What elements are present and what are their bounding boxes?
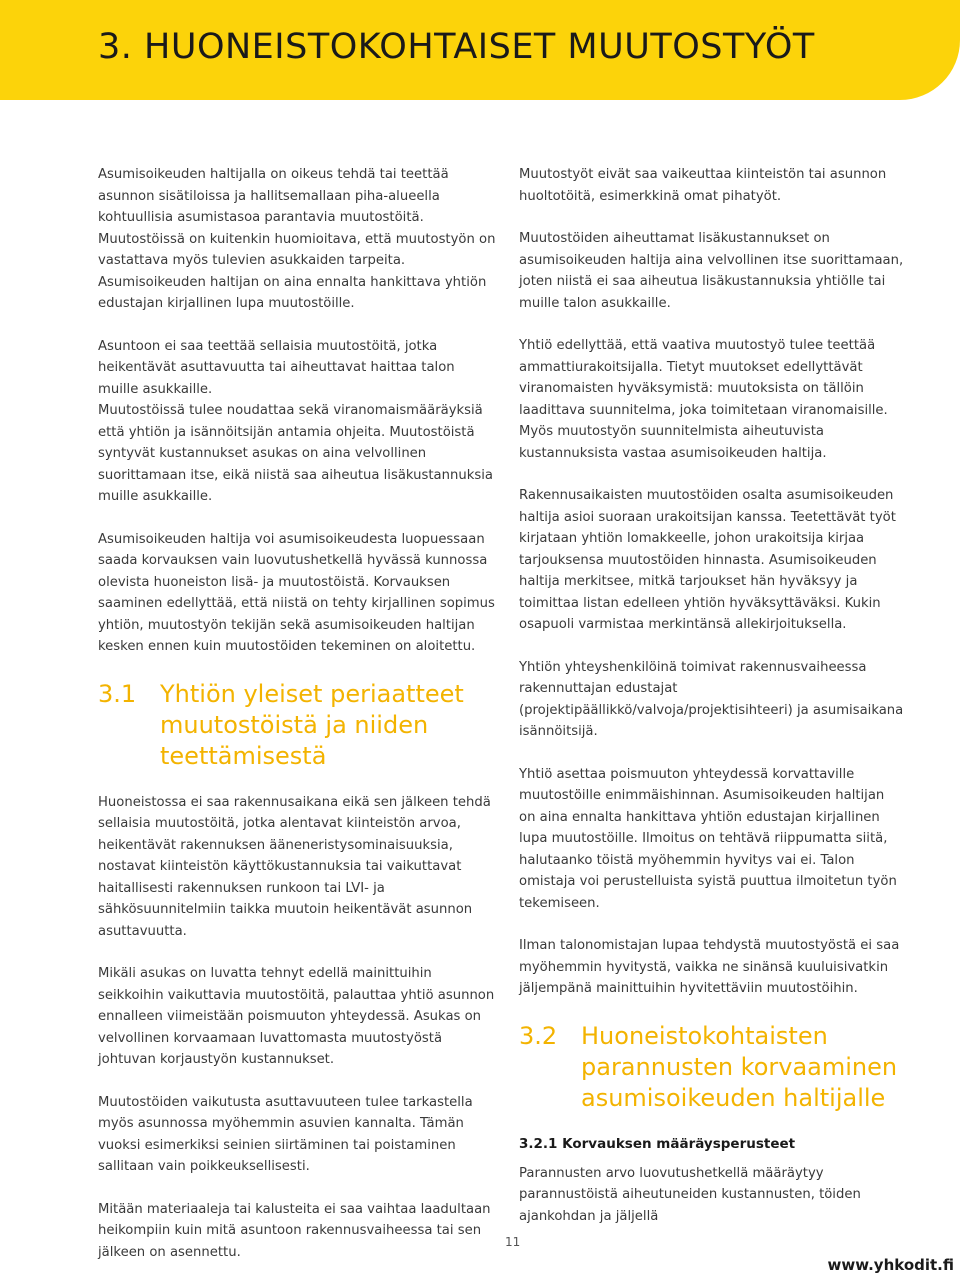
right-paragraph-6: Yhtiön yhteyshenkilöinä toimivat rakennusvaiheessa rakennuttajan edustajat (projektipäällikkö/valvoja/projektisihteeri) ja asumisaikana isännöitsijä. — [519, 659, 904, 739]
right-paragraph-3: Yhtiö edellyttää, että vaativa muutostyö tulee teettää ammattiurakoitsijalla. Tietyt muutokset edellyttävät viranomaisten hyväksymistä: muutoksista on tällöin laadittava suunnitelma, joka toimitetaan viranomaisille. — [519, 338, 888, 418]
section-title: Huoneistokohtaisten parannusten korvaaminen asumisoikeuden haltijalle — [581, 1021, 898, 1112]
right-paragraph-4: Myös muutostyön suunnitelmista aiheutuvista kustannuksista vastaa asumisoikeuden haltija. — [519, 424, 827, 461]
page-number: 11 — [505, 1235, 521, 1249]
right-paragraph-8: Ilman talonomistajan lupaa tehdystä muutostyöstä ei saa myöhemmin hyvitystä, vaikka ne sinänsä kuuluisivatkin jäljempänä mainittuihin hyvitettäviin muutostöihin. — [519, 938, 900, 996]
subsection-heading: 3.2.1 Korvauksen määräysperusteet — [519, 1135, 796, 1152]
section-number: 3.2 — [519, 1021, 558, 1050]
right-paragraph-1: Muutostyöt eivät saa vaikeuttaa kiinteistön tai asunnon huoltotöitä, esimerkkinä omat pihatyöt. — [519, 167, 887, 204]
right-paragraph-5: Rakennusaikaisten muutostöiden osalta asumisoikeuden haltija asioi suoraan urakoitsijan kanssa. Teetettävät työt kirjataan yhtiön lomakkeelle, johon urakoitsija kirjaa tarjouksensa muutostöiden hinnasta. Asumisoikeuden haltija merkitsee, mitkä tarjoukset hän hyväksyy ja toimittaa listan edelleen yhtiön hyväksyttäväksi. Kukin osapuoli varmistaa merkintänsä allekirjoituksella. — [519, 488, 896, 632]
left-paragraph-2: Asuntoon ei saa teettää sellaisia muutostöitä, jotka heikentävät asuttavuutta tai aiheuttavat haittaa talon muille asukkaille. — [98, 338, 455, 397]
right-column — [519, 164, 904, 1248]
right-paragraph-7: Yhtiö asettaa poismuuton yhteydessä korvattaville muutostöille enimmäishinnan. Asumisoikeuden haltijan on aina ennalta hankittava yhtiön edustajan kirjallinen lupa muutostöille. Ilmoitus on tehtävä riippumatta siitä, halutaanko töistä myöhemmin hyvitys vai ei. Talon omistaja voi perustelluista syistä puuttua ilmoitetun työn tekemiseen. — [519, 766, 897, 911]
right-paragraph-9: Parannusten arvo luovutushetkellä määräytyy parannustöistä aiheutuneiden kustannusten, töiden ajankohdan ja jäljellä — [519, 1165, 861, 1224]
left-column — [98, 164, 498, 1284]
website-url[interactable]: www.yhkodit.fi — [827, 1256, 954, 1274]
section-3-2-heading — [519, 1021, 904, 1114]
left-paragraph-5: Huoneistossa ei saa rakennusaikana eikä sen jälkeen tehdä sellaisia muutostöitä, jotka alentavat kiinteistön arvoa, heikentävät rakennuksen ääneneristysominaisuuksia, nostavat kiinteistön käyttökustannuksia tai vaikuttavat haitallisesti rakennuksen runkoon tai LVI- ja sähkösuunnitelmiin taikka muutoin heikentävät asunnon asuttavuutta. — [98, 794, 491, 939]
left-paragraph-8: Mitään materiaaleja tai kalusteita ei saa vaihtaa laadultaan heikompiin kuin mitä asuntoon rakennusvaiheessa tai sen jälkeen on asennettu. — [98, 1201, 491, 1260]
left-paragraph-4: Asumisoikeuden haltija voi asumisoikeudesta luopuessaan saada korvauksen vain luovutushetkellä hyvässä kunnossa olevista huoneiston lisä- ja muutostöistä. Korvauksen saaminen edellyttää, että niistä on tehty kirjallinen sopimus yhtiön, muutostyön tekijän sekä asumisoikeuden haltijan kesken ennen kuin muutostöiden tekeminen on aloitettu. — [98, 531, 495, 654]
left-paragraph-1: Asumisoikeuden haltijalla on oikeus tehdä tai teettää asunnon sisätiloissa ja hallitsemallaan piha-alueella kohtuullisia asumistasoa parantavia muutostöitä. Muutostöissä on kuitenkin huomioitava, että muutostyön on vastattava myös tulevien asukkaiden tarpeita. Asumisoikeuden haltijan on aina ennalta hankittava yhtiön edustajan kirjallinen lupa muutostöille. — [98, 167, 496, 311]
section-title: Yhtiön yleiset periaatteet muutostöistä ja niiden teettämisestä — [160, 679, 464, 770]
right-paragraph-2: Muutostöiden aiheuttamat lisäkustannukset on asumisoikeuden haltija aina velvollinen itse suorittamaan, joten niistä ei saa aiheutua lisäkustannuksia yhtiölle tai muille talon asukkaille. — [519, 231, 904, 311]
page-title: 3. HUONEISTOKOHTAISET MUUTOSTYÖT — [98, 27, 815, 67]
left-paragraph-7: Muutostöiden vaikutusta asuttavuuteen tulee tarkastella myös asunnossa myöhemmin asuvien kannalta. Tämän vuoksi esimerkiksi seinien siirtäminen tai poistaminen sallitaan vain poikkeuksellisesti. — [98, 1094, 473, 1174]
section-number: 3.1 — [98, 679, 137, 708]
section-3-1-heading — [98, 679, 498, 772]
left-paragraph-6: Mikäli asukas on luvatta tehnyt edellä mainittuihin seikkoihin vaikuttavia muutostöitä, palauttaa yhtiö asunnon ennalleen viimeistään poismuuton yhteydessä. Asukas on velvollinen korvaamaan luvattomasta muutostyöstä johtuvan korjaustyön kustannukset. — [98, 966, 495, 1067]
left-paragraph-3: Muutostöissä tulee noudattaa sekä viranomaismääräyksiä että yhtiön ja isännöitsijän antamia ohjeita. Muutostöistä syntyvät kustannukset asukas on aina velvollinen suorittamaan itse, eikä niistä saa aiheutua lisäkustannuksia muille asukkaille. — [98, 403, 493, 504]
